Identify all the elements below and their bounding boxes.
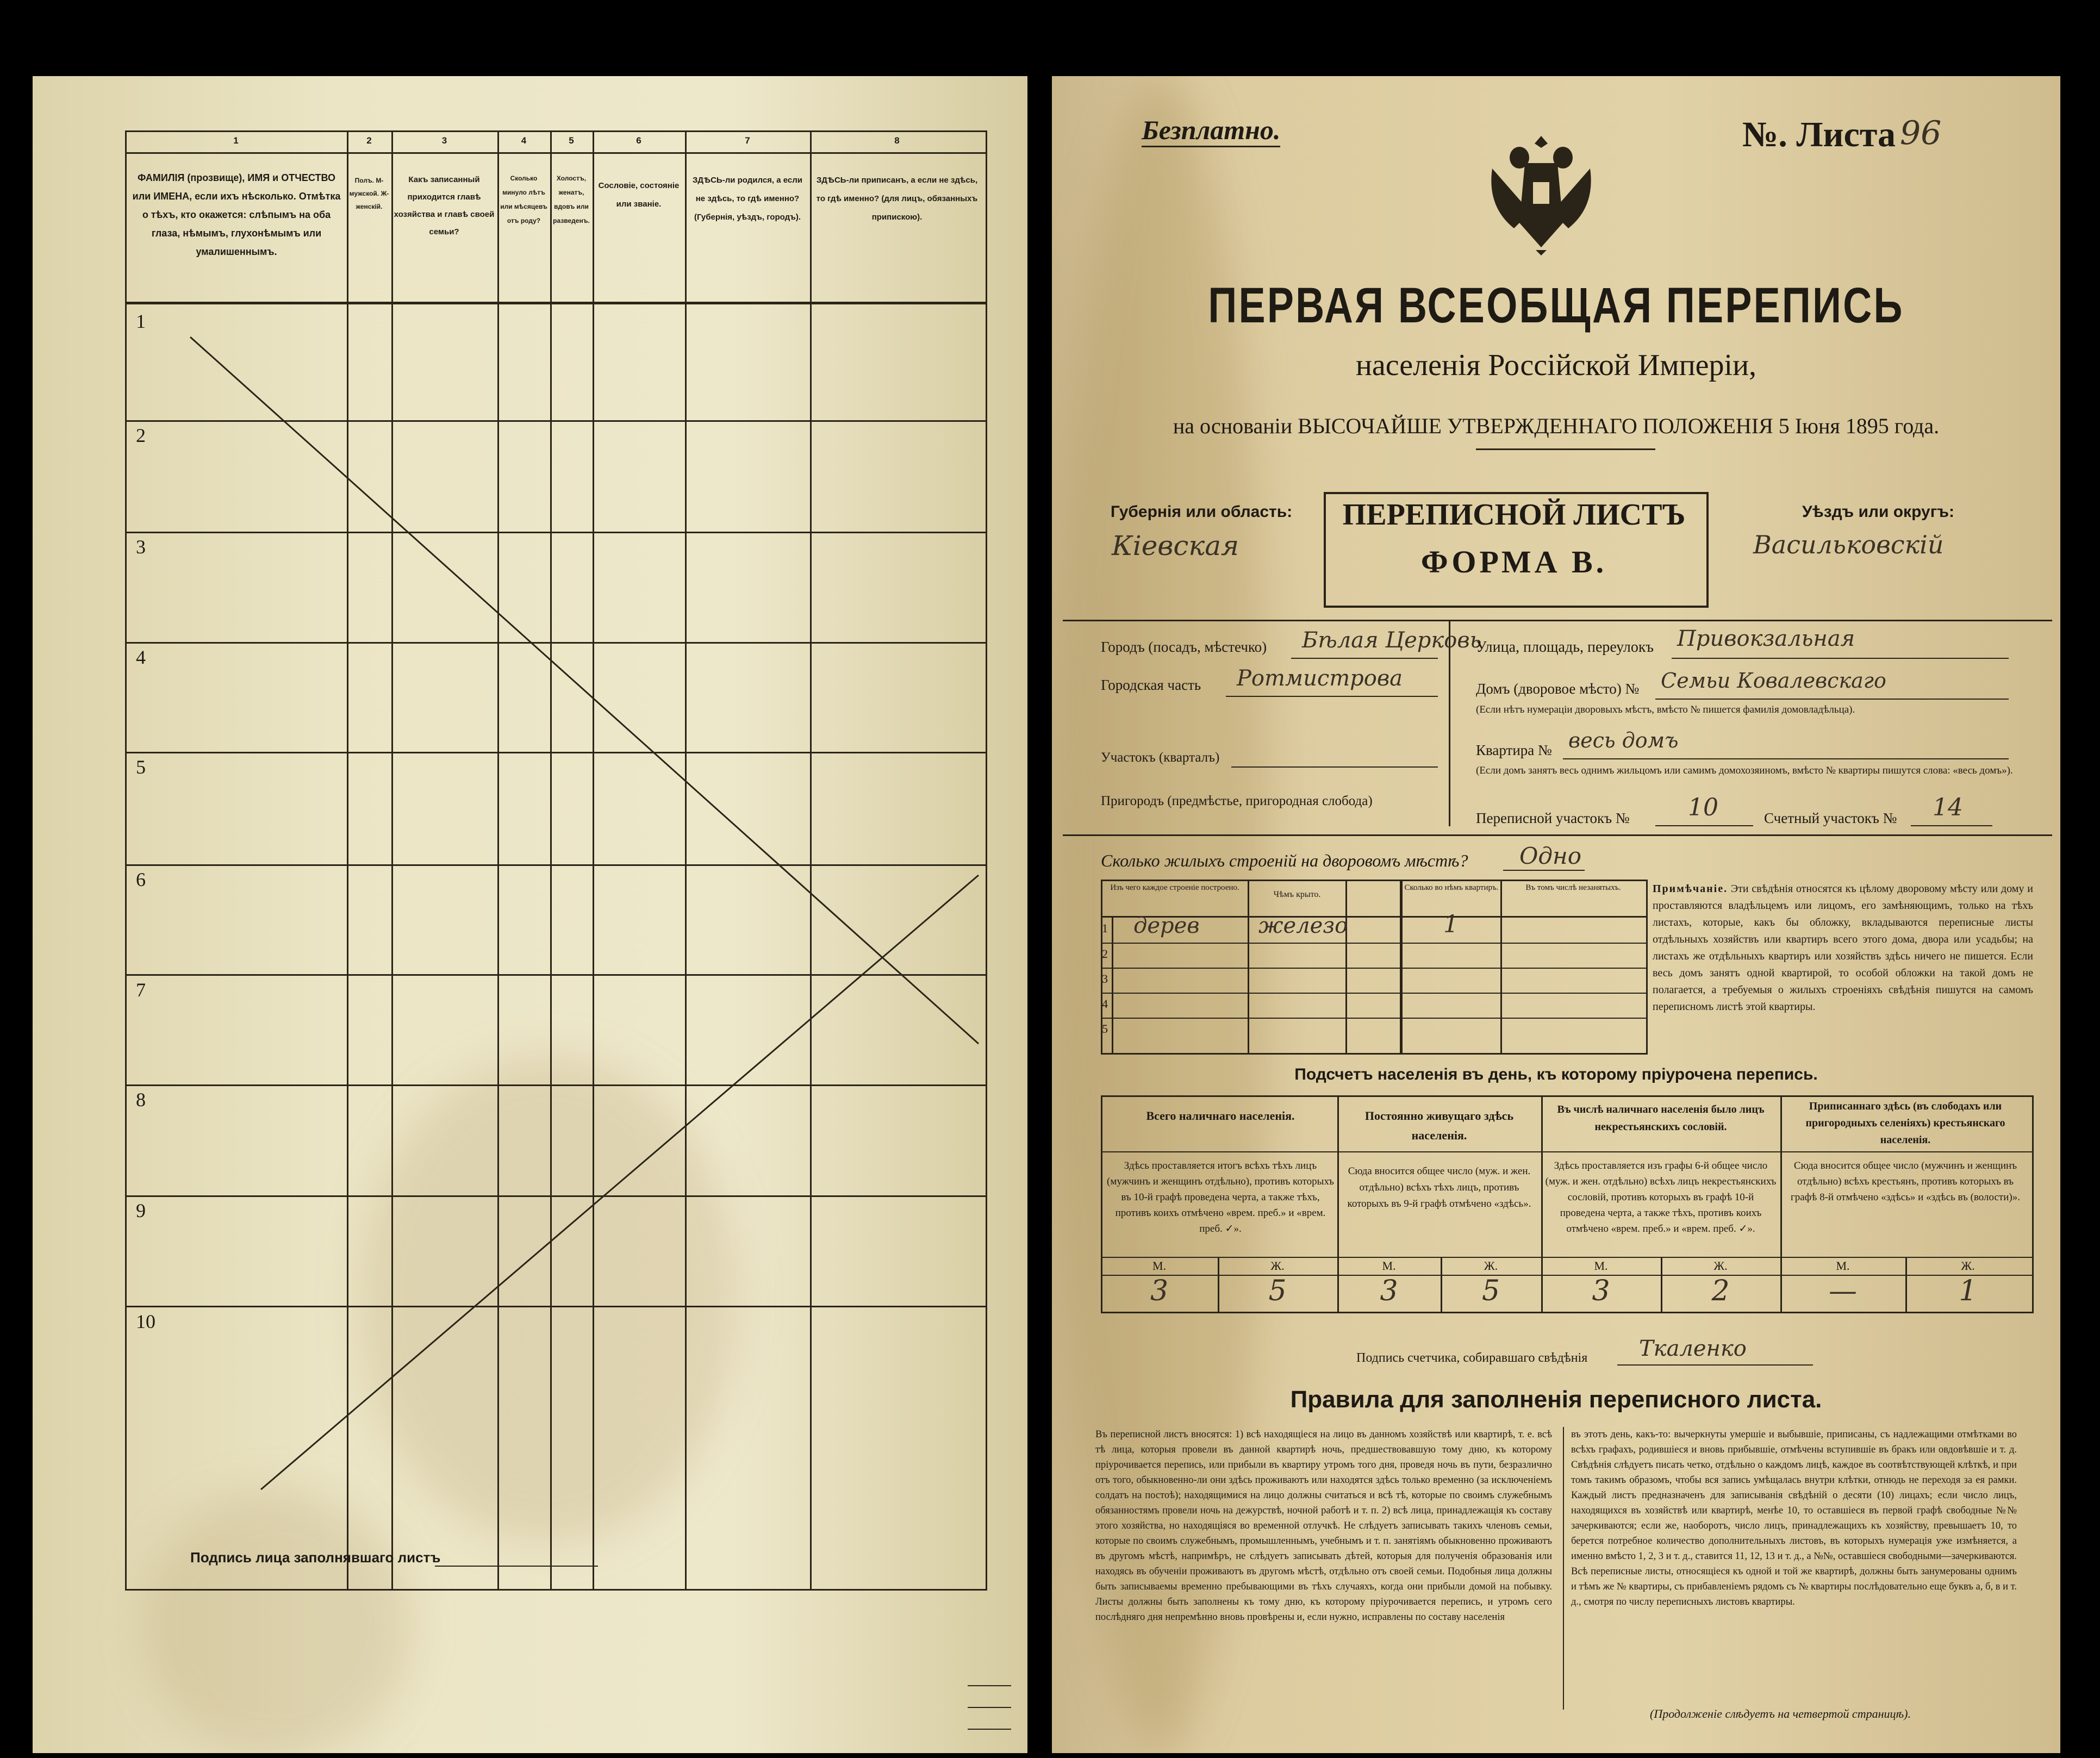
tally-col-2-m-label: М. — [1382, 1259, 1396, 1273]
title: ПЕРВАЯ ВСЕОБЩАЯ ПЕРЕПИСЬ — [1208, 278, 1904, 333]
sheet-number-value: 96 — [1900, 114, 1942, 152]
col-number-2: 2 — [366, 135, 372, 146]
col-header-registration: ЗДѢСЬ-ли приписанъ, а если не здѣсь, то гдѣ именно? (для лицъ, обязанныхъ припискою). — [816, 176, 978, 222]
street-value: Привокзальная — [1677, 626, 1855, 651]
bt-row-5-number: 5 — [1102, 1022, 1108, 1036]
note-title: Примѣчаніе. — [1653, 883, 1728, 895]
right-page — [1052, 76, 2060, 1753]
row-number-4: 4 — [136, 646, 146, 668]
tally-col-3-m-label: М. — [1594, 1259, 1608, 1273]
bt-row-4-number: 4 — [1102, 997, 1108, 1011]
tally-col-2-m-value: 3 — [1380, 1275, 1398, 1307]
prigorod-label: Пригородъ (предмѣстье, пригородная слобода) — [1101, 794, 1373, 808]
col-header-marital: Холостъ, женатъ, вдовъ или разведенъ. — [553, 174, 590, 225]
tally-col-1-desc: Здѣсь проставляется итогъ всѣхъ тѣхъ лицъ (мужчинъ и женщинъ отдѣльно), противъ которыхъ въ 10-й графѣ проведена черта, а также тѣхъ, противъ коихъ отмѣчено «врем. преб.» и «врем. преб. ✓». — [1107, 1160, 1334, 1235]
counter-signature-label: Подпись счетчика, собиравшаго свѣдѣнія — [1356, 1351, 1588, 1365]
form-name: ФОРМА В. — [1420, 544, 1607, 579]
row-number-8: 8 — [136, 1089, 146, 1111]
tally-col-4-desc: Сюда вносится общее число (мужчинъ и женщинъ отдѣльно) всѣхъ крестьянъ, противъ которыхъ въ графѣ 8-й отмѣчено «здѣсь» и «здѣсь въ (волости)». — [1791, 1160, 2020, 1203]
buildings-value: Одно — [1519, 843, 1582, 869]
bt-header-roof: Чѣмъ крыто. — [1273, 890, 1321, 899]
left-page — [33, 76, 1027, 1753]
bt-row-1-material: дерев — [1133, 913, 1200, 938]
census-area-value: 10 — [1688, 794, 1718, 821]
buildings-table — [1101, 880, 1648, 1055]
buildings-question: Сколько жилыхъ строеній на дворовомъ мѣстѣ? — [1101, 851, 1468, 870]
house-value: Семьи Ковалевскаго — [1661, 669, 1886, 693]
uezd-value: Васильковскій — [1753, 530, 1944, 559]
city-value: Бѣлая Церковь — [1302, 628, 1482, 653]
row-number-6: 6 — [136, 869, 146, 890]
apartment-note: (Если домъ занятъ весь однимъ жильцомъ или самимъ домохозяиномъ, вмѣсто № квартиры пишутся слова: «весь домъ»). — [1476, 765, 2013, 776]
col-number-1: 1 — [233, 135, 239, 146]
continuation-note: (Продолженіе слѣдуетъ на четвертой страницѣ). — [1650, 1707, 1911, 1720]
rules-right-column: въ этотъ день, какъ-то: вычеркнуты умершіе и выбывшіе, приписаны, съ надлежащими отмѣтками во всѣхъ графахъ, родившіеся и вновь прибывшіе, отмѣчены вступившіе въ бракъ или овдовѣвшіе и т. д. Свѣдѣнія слѣдуетъ писать четко, отдѣльно о каждомъ лицѣ, каждое въ соотвѣтствующей клѣткѣ, и при томъ такимъ образомъ, чтобы вся запись умѣщалась внутри клѣтки, отнюдь не переходя за ея рамки. Каждый листъ предназначенъ для записыванія свѣдѣній о десяти (10) лицахъ; если число лицъ, находящихся въ хозяйствѣ или квартирѣ, менѣе 10, то оставшіеся въ первой графѣ свободные №№ зачеркиваются; если же, наоборотъ, число лицъ, принадлежащихъ къ хозяйству, превышаетъ 10, то берется потребное количество дополнительныхъ листовъ, въ которыхъ нумерація уже измѣняется, а именно вмѣсто 1, 2, 3 и т. д., ставится 11, 12, 13 и т. д., а №№, оставшіеся свободными—зачеркиваются. Всѣ переписные листы, относящіеся къ одной и той же квартирѣ, должны быть занумерованы однимъ и тѣмъ же № квартиры, съ прибавленіемъ рядомъ съ № квартиры послѣдовательно еще буквъ а, б, в и т. д., смотря по числу переписныхъ листовъ квартиры. — [1571, 1429, 2017, 1607]
row-number-2: 2 — [136, 425, 146, 446]
tally-col-4-m-label: М. — [1836, 1259, 1850, 1273]
tally-col-1-m-value: 3 — [1150, 1275, 1169, 1307]
free-label: Безплатно. — [1142, 114, 1280, 147]
street-label: Улица, площадь, переулокъ — [1476, 639, 1654, 656]
col-number-6: 6 — [636, 135, 641, 146]
bt-row-3-number: 3 — [1102, 972, 1108, 986]
col-header-estate: Сословіе, состояніе или званіе. — [598, 181, 680, 209]
row-number-5: 5 — [136, 756, 146, 778]
col-number-3: 3 — [441, 135, 447, 146]
note-text: Эти свѣдѣнія относятся къ цѣлому дворовому мѣсту или дому и проставляются владѣльцемъ или лицомъ, его замѣняющимъ, только на тѣхъ листахъ, которые, какъ бы обложку, вкладываются переписные листы отдѣльныхъ хозяйствъ или квартиръ всего этого дома, двора или усадьбы; на листахъ же отдѣльныхъ квартиръ или хозяйствъ здѣсь ничего не пишется. Если весь домъ занятъ одной квартирой, то особой обложки на такой домъ не полагается, а требуемыя о жилыхъ строеніяхъ свѣдѣнія пишутся на самомъ переписномъ листѣ этой квартиры. — [1653, 883, 2033, 1013]
count-area-label: Счетный участокъ № — [1764, 810, 1897, 826]
tally-col-3-f-value: 2 — [1711, 1275, 1730, 1307]
tally-title: Подсчетъ населенія въ день, къ которому пріурочена перепись. — [1294, 1065, 1818, 1083]
col-header-birthplace: ЗДѢСЬ-ли родился, а если не здѣсь, то гдѣ именно? (Губернія, уѣздъ, городъ). — [692, 176, 803, 222]
tally-col-3-desc: Здѣсь проставляется изъ графы 6-й общее число (муж. и жен. отдѣльно) всѣхъ лицъ некрестьянскихъ сословій, противъ которыхъ въ графѣ 10-й проведена черта, а также тѣхъ, противъ коихъ отмѣчено «врем. преб.» и «врем. преб. ✓». — [1545, 1160, 1777, 1235]
tally-col-3-m-value: 3 — [1592, 1275, 1610, 1307]
tally-col-4-title: Приписаннаго здѣсь (въ слободахъ или пригородныхъ селеніяхъ) крестьянскаго населенія. — [1805, 1100, 2005, 1146]
apartment-value: весь домъ — [1568, 728, 1679, 752]
city-label: Городъ (посадъ, мѣстечко) — [1101, 639, 1267, 655]
tally-col-4-f-label: Ж. — [1961, 1259, 1975, 1273]
signature-label: Подпись лица заполнявшаго листъ — [190, 1549, 441, 1566]
uchastok-label: Участокъ (кварталъ) — [1101, 750, 1220, 765]
gubernia-label: Губернія или область: — [1110, 503, 1293, 521]
bt-row-1-apartments: 1 — [1443, 911, 1459, 938]
counter-signature-value: Ткаленко — [1639, 1336, 1747, 1361]
bt-row-1-roof: железо — [1258, 913, 1348, 938]
col-number-5: 5 — [569, 135, 574, 146]
row-number-1: 1 — [136, 310, 146, 332]
tally-col-1-f-value: 5 — [1268, 1275, 1287, 1307]
bt-header-empty: Въ томъ числѣ незанятыхъ. — [1525, 883, 1621, 892]
row-number-10: 10 — [136, 1311, 155, 1332]
row-number-9: 9 — [136, 1200, 146, 1221]
tally-col-2-desc: Сюда вносится общее число (муж. и жен. отдѣльно) всѣхъ тѣхъ лицъ, противъ которыхъ въ 9-й графѣ отмѣчено «здѣсь». — [1347, 1165, 1531, 1210]
city-part-label: Городская часть — [1101, 677, 1201, 693]
col-number-8: 8 — [894, 135, 900, 146]
form-title: ПЕРЕПИСНОЙ ЛИСТЪ — [1342, 498, 1686, 532]
tally-col-1-f-label: Ж. — [1270, 1259, 1285, 1273]
note-block — [1653, 881, 2033, 1015]
apartment-label: Квартира № — [1476, 742, 1552, 758]
count-area-value: 14 — [1933, 794, 1963, 821]
bt-header-apartments: Сколько во нѣмъ квартиръ. — [1404, 883, 1499, 892]
col-header-relation: Какъ записанный приходится главѣ хозяйства и главѣ своей семьи? — [394, 175, 495, 236]
rules-left-column: Въ переписной листъ вносятся: 1) всѣ находящіеся на лицо въ данномъ хозяйствѣ или квартирѣ, т. е. всѣ тѣ лица, которыя провели въ данной квартирѣ ночь, предшествовавшую тому дню, къ которому пріурочивается перепись, или прибыли въ квартиру утромъ того дня, проведя ночь въ пути, безразлично отъ того, обыкновенно-ли они здѣсь проживаютъ или находятся здѣсь только временно (за исключеніемъ солдатъ на постоѣ); находящимися на лицо должны считаться и всѣ тѣ, которые по своимъ служебнымъ обязанностямъ провели ночь на дежурствѣ, ночной работѣ и т. п. 2) всѣ лица, принадлежащія къ составу этого хозяйства, но находящіяся во временной отлучкѣ. Не слѣдуетъ записывать такихъ членовъ семьи, которые по своимъ служебнымъ, промышленнымъ, учебнымъ и т. п. занятіямъ обыкновенно проживаютъ въ другомъ мѣстѣ, напримѣръ, не слѣдуетъ записывать дѣтей, которыя для полученія образованія или находясь въ обученіи проживаютъ въ другомъ мѣстѣ, отдѣльно отъ своей семьи. Подобныя лица должны быть записываемы временно пребывающими въ тѣхъ случаяхъ, когда они прибыли домой на побывку. Листы должны быть заполнены къ тому дню, къ которому пріурочивается перепись, и утромъ сего послѣдняго дня непремѣнно вновь провѣрены и, если нужно, исправлены по составу населенія — [1095, 1429, 1552, 1623]
col-header-name: ФАМИЛІЯ (прозвище), ИМЯ и ОТЧЕСТВО или ИМЕНА, если ихъ нѣсколько. Отмѣтка о тѣхъ, кто окажется: слѣпымъ на оба глаза, нѣмымъ, глухонѣмымъ или умалишеннымъ. — [132, 172, 341, 257]
tally-col-3-title: Въ числѣ наличнаго населенія было лицъ некрестьянскихъ сословій. — [1557, 1104, 1765, 1133]
uezd-label: Уѣздъ или округъ: — [1802, 503, 1955, 521]
bt-row-2-number: 2 — [1102, 947, 1108, 961]
tally-col-2-title: Постоянно живущаго здѣсь населенія. — [1364, 1109, 1514, 1142]
house-note: (Если нѣтъ нумераціи дворовыхъ мѣстъ, вмѣсто № пишется фамилія домовладѣльца). — [1476, 704, 1855, 715]
census-area-label: Переписной участокъ № — [1476, 810, 1630, 826]
tally-col-2-f-value: 5 — [1481, 1275, 1500, 1307]
row-number-3: 3 — [136, 536, 146, 558]
sheet-number-label: №. Листа — [1742, 115, 1896, 154]
col-header-sex: Полъ. М-мужской. Ж-женскій. — [349, 177, 389, 210]
city-part-value: Ротмистрова — [1237, 666, 1403, 691]
tally-col-1-title: Всего наличнаго населенія. — [1146, 1109, 1295, 1123]
rules-title: Правила для заполненія переписного листа. — [1290, 1386, 1822, 1413]
double-headed-eagle-icon — [1481, 125, 1601, 255]
bt-header-material: Изъ чего каждое строеніе построено. — [1110, 883, 1239, 892]
col-header-age: Сколько минуло лѣтъ или мѣсяцевъ отъ роду? — [500, 174, 547, 225]
legal-basis: на основаніи ВЫСОЧАЙШЕ УТВЕРЖДЕННАГО ПОЛОЖЕНІЯ 5 Іюня 1895 года. — [1173, 414, 1940, 438]
house-label: Домъ (дворовое мѣсто) № — [1476, 681, 1640, 697]
tally-col-3-f-label: Ж. — [1713, 1259, 1728, 1273]
row-number-7: 7 — [136, 979, 146, 1001]
col-number-4: 4 — [521, 135, 527, 146]
tally-col-4-f-value: 1 — [1959, 1275, 1977, 1307]
tally-col-1-m-label: М. — [1152, 1259, 1167, 1273]
tally-col-4-m-value: — — [1829, 1275, 1857, 1307]
bt-row-1-number: 1 — [1102, 921, 1108, 935]
gubernia-value: Кіевская — [1112, 530, 1239, 562]
tally-col-2-f-label: Ж. — [1484, 1259, 1498, 1273]
subtitle: населенія Россійской Имперіи, — [1355, 348, 1757, 382]
cross-out-lines — [33, 76, 1027, 1753]
col-number-7: 7 — [745, 135, 750, 146]
